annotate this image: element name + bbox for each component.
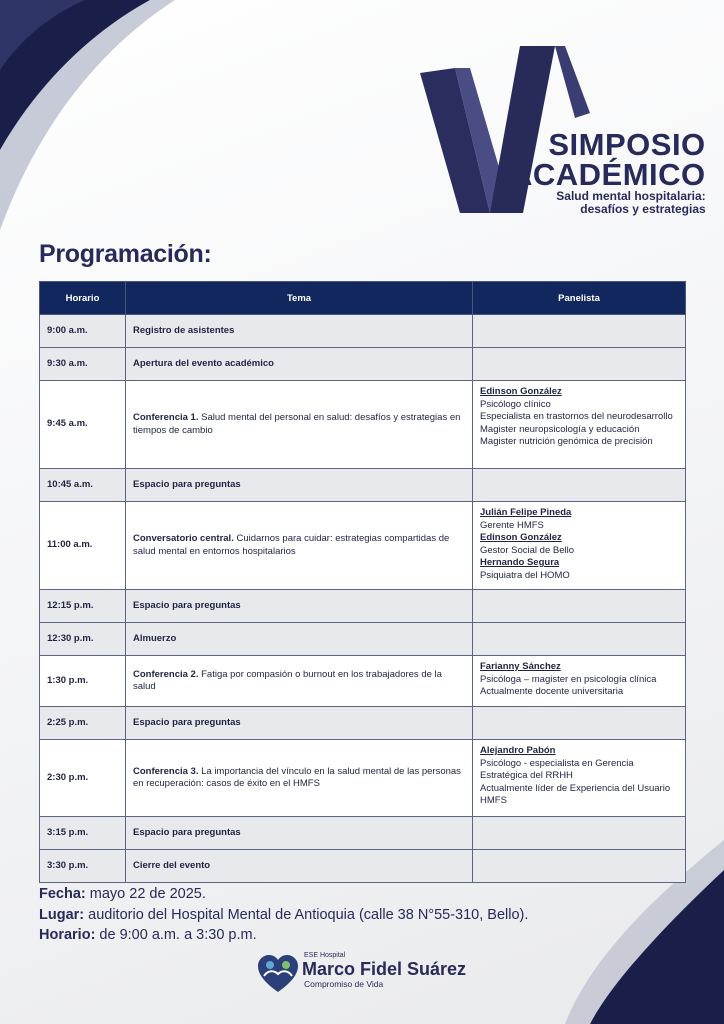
table-row <box>40 850 686 883</box>
row-topic <box>126 315 473 348</box>
row-panelists <box>473 381 686 469</box>
logo-title-line2: ACADÉMICO <box>510 157 706 192</box>
panelist-credential: Actualmente docente universitaria <box>480 686 624 697</box>
row-panelists <box>473 348 686 381</box>
row-topic <box>126 850 473 883</box>
table-row <box>40 623 686 656</box>
event-place <box>39 905 528 926</box>
row-time: 11:00 a.m. <box>40 502 126 590</box>
logo-text-block <box>510 127 706 216</box>
header-time: Horario <box>40 282 126 315</box>
panelist-name: Farianny Sánchez <box>480 661 561 672</box>
row-topic <box>126 707 473 740</box>
schedule-body <box>40 315 686 883</box>
heart-people-icon <box>256 952 300 996</box>
row-panelists <box>473 850 686 883</box>
topic-title: Conferencia 1. <box>133 412 199 423</box>
panelist-credential: Especialista en trastornos del neurodesarrollo <box>480 411 673 422</box>
event-hours <box>39 925 528 946</box>
hospital-logo-tagline: Compromiso de Vida <box>304 979 384 989</box>
panelist-name: Alejandro Pabón <box>480 745 556 756</box>
logo-title-line1: SIMPOSIO <box>548 127 706 162</box>
row-time: 2:25 p.m. <box>40 707 126 740</box>
date-value: mayo 22 de 2025. <box>85 886 206 902</box>
row-panelists <box>473 502 686 590</box>
table-row <box>40 381 686 469</box>
row-time: 12:30 p.m. <box>40 623 126 656</box>
topic-title: Conversatorio central. <box>133 533 234 544</box>
topic-title: Registro de asistentes <box>133 324 235 336</box>
row-topic <box>126 740 473 817</box>
event-date <box>39 884 528 905</box>
place-value: auditorio del Hospital Mental de Antioquia (calle 38 N°55-310, Bello). <box>84 906 529 923</box>
row-topic <box>126 817 473 850</box>
table-row <box>40 469 686 502</box>
hours-label: Horario: <box>39 927 96 943</box>
row-time: 2:30 p.m. <box>40 740 126 817</box>
header-panelist: Panelista <box>473 282 686 315</box>
logo-subtitle-line2: desafíos y estrategias <box>580 202 706 216</box>
topic-title: Conferencia 2. <box>133 668 199 680</box>
panelist-credential: Psicólogo clínico <box>480 398 551 410</box>
topic-title: Conferencia 3. <box>133 765 199 777</box>
row-topic <box>126 469 473 502</box>
row-panelists <box>473 469 686 502</box>
row-panelists <box>473 707 686 740</box>
panelist-credential: Gestor Social de Bello <box>480 544 574 556</box>
panelist-credential: Psiquiatra del HOMO <box>480 569 570 581</box>
row-panelists <box>473 315 686 348</box>
panelist-credential: Actualmente líder de Experiencia del Usuario HMFS <box>480 782 671 806</box>
row-panelists <box>473 817 686 850</box>
topic-description: Fatiga por compasión o burnout en los trabajadores de la salud <box>133 668 442 692</box>
row-topic <box>126 623 473 656</box>
topic-title: Espacio para preguntas <box>133 826 241 838</box>
topic-description: La importancia del vínculo en la salud mental de las personas en recuperación: casos de éxito en el HMFS <box>133 765 461 789</box>
row-time: 12:15 p.m. <box>40 590 126 623</box>
date-label: Fecha: <box>39 886 86 902</box>
hospital-logo-name: Marco Fidel Suárez <box>302 959 467 979</box>
topic-description: Salud mental del personal en salud: desafíos y estrategias en tiempos de cambio <box>133 412 461 436</box>
panelist-name: Edinson González <box>480 386 562 397</box>
row-time: 10:45 a.m. <box>40 469 126 502</box>
table-row <box>40 656 686 707</box>
hours-value: de 9:00 a.m. a 3:30 p.m. <box>95 927 257 943</box>
row-time: 3:15 p.m. <box>40 817 126 850</box>
row-time: 9:30 a.m. <box>40 348 126 381</box>
row-topic <box>126 502 473 590</box>
topic-title: Cierre del evento <box>133 859 211 871</box>
topic-title: Apertura del evento académico <box>133 357 274 369</box>
place-label: Lugar: <box>39 906 85 923</box>
row-panelists <box>473 740 686 817</box>
row-topic <box>126 348 473 381</box>
row-topic <box>126 381 473 469</box>
row-panelists <box>473 656 686 707</box>
event-details <box>39 884 528 946</box>
row-topic <box>126 656 473 707</box>
header-topic: Tema <box>126 282 473 315</box>
topic-title: Espacio para preguntas <box>133 478 241 490</box>
table-row <box>40 348 686 381</box>
row-time: 3:30 p.m. <box>40 850 126 883</box>
hospital-logo <box>256 950 476 998</box>
topic-title: Almuerzo <box>133 632 177 644</box>
page-title: Programación: <box>39 240 212 268</box>
table-row <box>40 707 686 740</box>
row-topic <box>126 590 473 623</box>
row-panelists <box>473 590 686 623</box>
topic-title: Espacio para preguntas <box>133 716 241 728</box>
row-time: 9:45 a.m. <box>40 381 126 469</box>
row-panelists <box>473 623 686 656</box>
hospital-logo-small: ESE Hospital <box>304 952 346 959</box>
panelist-name: Julián Felipe Pineda <box>480 507 572 518</box>
panelist-credential: Psicólogo - especialista en Gerencia Estratégica del RRHH <box>480 757 634 781</box>
table-row <box>40 502 686 590</box>
topic-description: Cuidarnos para cuidar: estrategias compartidas de salud mental en entornos hospitalarios <box>133 533 450 557</box>
topic-title: Espacio para preguntas <box>133 599 241 611</box>
panelist-credential: Psicóloga – magister en psicología clínica <box>480 673 657 685</box>
panelist-credential: Magister nutrición genómica de precisión <box>480 436 653 447</box>
panelist-credential: Gerente HMFS <box>480 519 544 531</box>
panelist-name: Hernando Segura <box>480 557 560 568</box>
panelist-credential: Magister neuropsicología y educación <box>480 423 640 435</box>
table-row <box>40 740 686 817</box>
panelist-name: Edinson González <box>480 532 562 543</box>
table-header-row <box>40 282 686 315</box>
table-row <box>40 590 686 623</box>
logo-subtitle-line1: Salud mental hospitalaria: <box>556 189 706 203</box>
row-time: 9:00 a.m. <box>40 315 126 348</box>
symposium-logo <box>415 38 706 223</box>
table-row <box>40 315 686 348</box>
table-row <box>40 817 686 850</box>
row-time: 1:30 p.m. <box>40 656 126 707</box>
schedule-table <box>39 281 686 883</box>
